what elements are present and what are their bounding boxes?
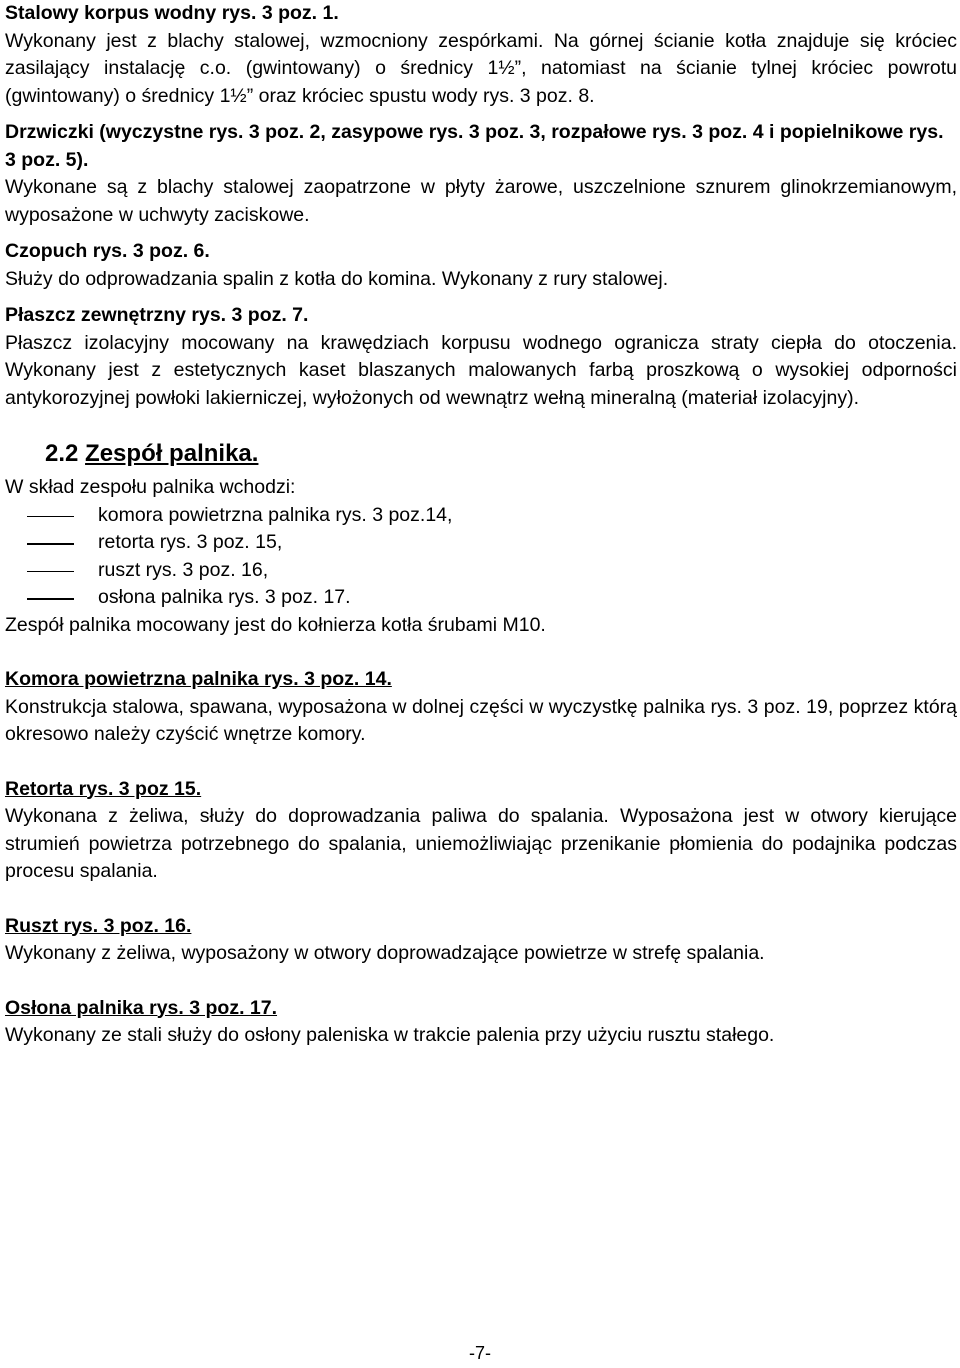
list-item: komora powietrzna palnika rys. 3 poz.14,: [5, 502, 957, 530]
heading-flue: Czopuch rys. 3 poz. 6.: [5, 240, 210, 262]
text-flue: Służy do odprowadzania spalin z kotła do komina. Wykonany z rury stalowej.: [5, 267, 669, 290]
heading-outer-casing: Płaszcz zewnętrzny rys. 3 poz. 7.: [5, 304, 309, 326]
section-title: [45, 439, 957, 469]
heading-burner-cover: Osłona palnika rys. 3 poz. 17.: [5, 996, 278, 1019]
section-number: 2.2: [45, 440, 79, 467]
heading-grate: Ruszt rys. 3 poz. 16.: [5, 914, 192, 937]
section-title-text: Zespół palnika.: [85, 440, 259, 467]
list-item: ruszt rys. 3 poz. 16,: [5, 557, 957, 585]
text-grate: Wykonany z żeliwa, wyposażony w otwory doprowadzające powietrze w strefę spalania.: [5, 942, 765, 964]
list-item: osłona palnika rys. 3 poz. 17.: [5, 584, 957, 612]
heading-retort: Retorta rys. 3 poz 15.: [5, 777, 202, 800]
burner-parts-list: [5, 502, 957, 612]
heading-air-chamber: Komora powietrzna palnika rys. 3 poz. 14.: [5, 668, 392, 690]
burner-intro: W skład zespołu palnika wchodzi:: [5, 476, 296, 498]
page-number: -7-: [469, 1343, 491, 1363]
text-doors: Wykonane są z blachy stalowej zaopatrzone w płyty żarowe, uszczelnione sznurem glinokrzemianowym, wyposażone w uchwyty zaciskowe.: [5, 176, 957, 226]
burner-outro: Zespół palnika mocowany jest do kołnierza kotła śrubami M10.: [5, 613, 546, 636]
list-item: retorta rys. 3 poz. 15,: [5, 529, 957, 557]
text-air-chamber: Konstrukcja stalowa, spawana, wyposażona w dolnej części w wyczystkę palnika rys. 3 poz. 19, poprzez którą okresowo należy czyścić wnętrze komory.: [5, 695, 957, 745]
text-retort: Wykonana z żeliwa, służy do doprowadzania paliwa do spalania. Wyposażona jest w otwory kierujące strumień powietrza potrzebnego do spalania, uniemożliwiając przenikanie płomienia do podajnika podczas procesu spalania.: [5, 805, 957, 882]
heading-water-body: Stalowy korpus wodny rys. 3 poz. 1.: [5, 2, 339, 24]
document-page: [5, 0, 957, 1050]
text-burner-cover: Wykonany ze stali służy do osłony paleniska w trakcie palenia przy użyciu rusztu stałego.: [5, 1024, 775, 1046]
text-water-body: Wykonany jest z blachy stalowej, wzmocniony zespórkami. Na górnej ścianie kotła znajduje się króciec zasilający instalację c.o. (gwintowany) o średnicy 1½”, natomiast na ścianie tylnej króciec powrotu (gwintowany) o średnicy 1½” oraz króciec spustu wody rys. 3 poz. 8.: [5, 29, 957, 107]
heading-doors: Drzwiczki (wyczystne rys. 3 poz. 2, zasypowe rys. 3 poz. 3, rozpałowe rys. 3 poz. 4 i popielnikowe rys. 3 poz. 5).: [5, 121, 944, 171]
text-outer-casing: Płaszcz izolacyjny mocowany na krawędziach korpusu wodnego ogranicza straty ciepła do otoczenia. Wykonany jest z estetycznych kaset blaszanych malowanych farbą proszkową o wysokiej odporności antykorozyjnej powłoki lakierniczej, wyłożonych od wewnątrz wełną mineralną (materiał izolacyjny).: [5, 331, 957, 409]
